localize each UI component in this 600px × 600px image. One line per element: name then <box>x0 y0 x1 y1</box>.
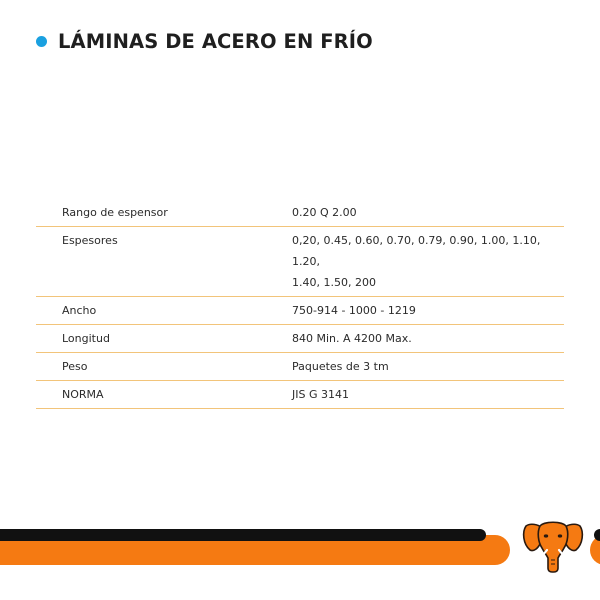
spec-value <box>292 325 564 353</box>
spec-label: Peso <box>62 360 88 373</box>
spec-value-line: 0.20 Q 2.00 <box>292 206 357 219</box>
spec-value <box>292 297 564 325</box>
table-row <box>36 353 564 381</box>
table-row <box>36 227 564 297</box>
spec-value <box>292 353 564 381</box>
spec-value-line: 840 Min. A 4200 Max. <box>292 332 412 345</box>
page-header <box>36 30 373 53</box>
spec-table <box>36 199 564 409</box>
table-row <box>36 325 564 353</box>
spec-value-line: 0,20, 0.45, 0.60, 0.70, 0.79, 0.90, 1.00, 1.10, 1.20, <box>292 234 541 268</box>
footer-black-bar-right <box>594 529 600 541</box>
table-row <box>36 381 564 409</box>
spec-label: Espesores <box>62 234 118 247</box>
spec-value <box>292 381 564 409</box>
footer-black-bar <box>0 529 486 541</box>
spec-value-line: JIS G 3141 <box>292 388 349 401</box>
spec-label: Rango de espensor <box>62 206 168 219</box>
spec-label: Ancho <box>62 304 97 317</box>
spec-value <box>292 227 564 297</box>
spec-value-line: 750-914 - 1000 - 1219 <box>292 304 416 317</box>
title-bullet-icon <box>36 36 47 47</box>
elephant-logo-icon <box>520 518 586 574</box>
spec-label: Longitud <box>62 332 110 345</box>
table-row <box>36 297 564 325</box>
spec-value-line: 1.40, 1.50, 200 <box>292 276 376 289</box>
table-row <box>36 199 564 227</box>
spec-label: NORMA <box>62 388 104 401</box>
page-title: LÁMINAS DE ACERO EN FRÍO <box>58 30 373 53</box>
spec-value-line: Paquetes de 3 tm <box>292 360 389 373</box>
spec-value <box>292 199 564 227</box>
